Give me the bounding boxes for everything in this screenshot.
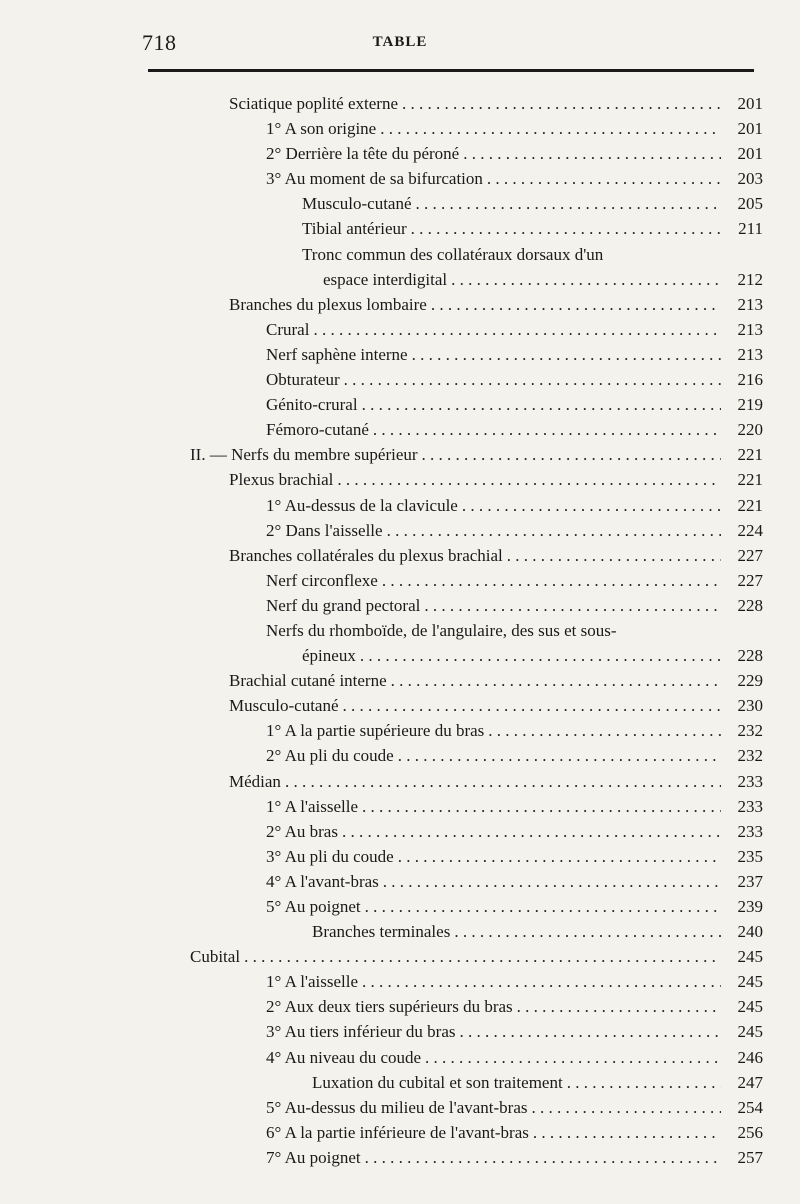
toc-entry — [0, 969, 800, 994]
toc-entry-page: 221 — [737, 470, 763, 490]
toc-entry-page: 237 — [737, 871, 763, 891]
dot-leader — [487, 166, 721, 191]
toc-entry — [0, 267, 800, 292]
toc-entry — [0, 944, 800, 969]
toc-entry-title: Nerf circonflexe — [266, 570, 378, 590]
toc-entry — [0, 794, 800, 819]
dot-leader — [402, 91, 721, 116]
toc-entry — [0, 1070, 800, 1095]
dot-leader — [517, 994, 721, 1019]
toc-entry-title: 5° Au poignet — [266, 897, 361, 916]
toc-entry — [0, 1145, 800, 1170]
dot-leader — [344, 367, 721, 392]
dot-leader — [398, 844, 721, 869]
toc-entry-title: 3° Au moment de sa bifurcation — [266, 169, 483, 189]
toc-entry-title: 6° A la partie inférieure de l'avant-bras — [266, 1122, 529, 1142]
toc-entry — [0, 894, 800, 919]
toc-entry-page: 211 — [738, 219, 763, 239]
toc-entry-title: Branches du plexus lombaire — [229, 294, 427, 314]
toc-entry-title: 2° Dans l'aisselle — [266, 520, 383, 540]
toc-entry-title: 3° Au pli du coude — [266, 846, 394, 866]
toc-entry-title: Nerf saphène interne — [266, 344, 408, 364]
dot-leader — [342, 819, 721, 844]
dot-leader — [362, 794, 721, 819]
toc-entry — [0, 493, 800, 518]
toc-entry-page: 221 — [737, 445, 763, 465]
toc-entry-page: 201 — [737, 94, 763, 113]
toc-entry — [0, 392, 800, 417]
toc-entry — [0, 518, 800, 543]
toc-entry-title: 4° Au niveau du coude — [266, 1047, 422, 1067]
toc-entry-page: 220 — [737, 420, 763, 440]
toc-entry-page: 257 — [737, 1147, 763, 1167]
dot-leader — [373, 417, 721, 442]
toc-entry — [0, 166, 800, 191]
header-rule — [148, 69, 754, 72]
dot-leader — [424, 593, 721, 618]
toc-entry — [0, 568, 800, 593]
toc-entry-title: Tronc commun des collatéraux dorsaux d'un — [302, 244, 604, 264]
toc-entry-title: Branches collatérales du plexus brachial — [229, 545, 503, 565]
toc-entry-page: 247 — [737, 1072, 763, 1092]
toc-entry-title: 1° A l'aisselle — [266, 972, 359, 992]
toc-entry-title: 2° Aux deux tiers supérieurs du bras — [266, 997, 513, 1017]
toc-entry-title: Sciatique poplité externe — [229, 94, 398, 113]
toc-entry-page: 227 — [737, 545, 763, 565]
dot-leader — [463, 141, 721, 166]
toc-entry-page: 229 — [737, 671, 763, 691]
toc-entry-title: 3° Au tiers inférieur du bras — [266, 1022, 456, 1042]
toc-entry-title: Tibial antérieur — [302, 219, 407, 239]
toc-entry-page: 221 — [737, 495, 763, 515]
toc-entry — [0, 844, 800, 869]
dot-leader — [365, 1145, 721, 1170]
toc-entry — [0, 693, 800, 718]
toc-entry-page: 233 — [737, 796, 763, 816]
toc-entry-page: 216 — [737, 370, 763, 390]
dot-leader — [391, 668, 721, 693]
toc-entry — [0, 994, 800, 1019]
toc-entry-title: Musculo-cutané — [229, 696, 339, 716]
dot-leader — [431, 292, 721, 317]
toc-entry-page: 228 — [737, 595, 763, 615]
toc-entry-page: 230 — [737, 696, 763, 716]
toc-entry — [0, 869, 800, 894]
dot-leader — [416, 191, 721, 216]
dot-leader — [533, 1120, 721, 1145]
toc-entry — [0, 342, 800, 367]
dot-leader — [460, 1019, 722, 1044]
toc-entry — [0, 191, 800, 216]
toc-entry-page: 239 — [737, 897, 763, 916]
toc-entry-page: 245 — [737, 972, 763, 992]
toc-entry-title: 7° Au poignet — [266, 1147, 361, 1167]
toc-entry-page: 233 — [737, 771, 763, 791]
toc-entry-page: 205 — [737, 194, 763, 214]
dot-leader — [285, 769, 721, 794]
dot-leader — [360, 643, 721, 668]
toc-entry-title: Brachial cutané interne — [229, 671, 387, 691]
toc-entry — [0, 116, 800, 141]
dot-leader — [343, 693, 721, 718]
toc-entry — [0, 467, 800, 492]
toc-entry-page: 232 — [737, 746, 763, 766]
toc-entry-title: espace interdigital — [323, 269, 448, 289]
toc-entry-page: 219 — [737, 395, 763, 415]
toc-entry — [0, 668, 800, 693]
toc-entry-page: 227 — [737, 570, 763, 590]
dot-leader — [425, 1045, 721, 1070]
toc-entry — [0, 743, 800, 768]
toc-entry — [0, 1095, 800, 1120]
toc-entry — [0, 1019, 800, 1044]
toc-entry-title: 1° A son origine — [266, 119, 377, 139]
toc-entry — [0, 417, 800, 442]
toc-entry-title: Génito-crural — [266, 395, 358, 415]
toc-entry-title: 2° Derrière la tête du péroné — [266, 144, 460, 164]
table-of-contents — [0, 91, 800, 1170]
toc-entry-page: 246 — [737, 1047, 763, 1067]
dot-leader — [383, 869, 721, 894]
toc-entry — [0, 819, 800, 844]
dot-leader — [462, 493, 721, 518]
dot-leader — [362, 969, 721, 994]
toc-entry-title: Crural — [266, 319, 310, 339]
toc-entry-title: Médian — [229, 771, 281, 791]
toc-entry-title: Nerfs du rhomboïde, de l'angulaire, des sus et sous- — [266, 620, 617, 640]
toc-entry — [0, 91, 800, 116]
toc-entry-title: 2° Au bras — [266, 821, 338, 841]
dot-leader — [411, 216, 721, 241]
toc-entry-title: 5° Au-dessus du milieu de l'avant-bras — [266, 1097, 528, 1117]
toc-entry-title: Musculo-cutané — [302, 194, 412, 214]
toc-entry-title: Plexus brachial — [229, 470, 334, 490]
toc-entry — [0, 543, 800, 568]
dot-leader — [365, 894, 721, 919]
toc-entry-title: Branches terminales — [312, 922, 451, 942]
toc-entry-page: 203 — [737, 169, 763, 189]
toc-entry-page: 228 — [737, 646, 763, 666]
dot-leader — [422, 442, 721, 467]
toc-entry-page: 212 — [737, 269, 763, 289]
toc-entry-page: 245 — [737, 1022, 763, 1042]
toc-entry — [0, 216, 800, 241]
toc-entry — [0, 317, 800, 342]
toc-entry — [0, 141, 800, 166]
dot-leader — [244, 944, 721, 969]
toc-entry-title: 2° Au pli du coude — [266, 746, 394, 766]
toc-entry-title: 1° Au-dessus de la clavicule — [266, 495, 458, 515]
toc-entry — [0, 593, 800, 618]
dot-leader — [398, 743, 721, 768]
toc-entry-page: 213 — [737, 344, 763, 364]
dot-leader — [380, 116, 721, 141]
toc-entry-page: 201 — [737, 119, 763, 139]
toc-entry-page: 224 — [737, 520, 763, 540]
toc-entry-title: Nerf du grand pectoral — [266, 595, 421, 615]
dot-leader — [382, 568, 721, 593]
toc-entry — [0, 242, 800, 267]
toc-entry-title: 1° A la partie supérieure du bras — [266, 721, 485, 741]
toc-entry-page: 254 — [737, 1097, 763, 1117]
dot-leader — [387, 518, 721, 543]
toc-entry-title: épineux — [302, 646, 356, 666]
page-number: 718 — [142, 30, 177, 55]
toc-entry — [0, 919, 800, 944]
toc-entry — [0, 442, 800, 467]
dot-leader — [567, 1070, 721, 1095]
toc-entry — [0, 769, 800, 794]
toc-entry-title: II. — Nerfs du membre supérieur — [190, 445, 418, 465]
dot-leader — [362, 392, 721, 417]
toc-entry-page: 235 — [737, 846, 763, 866]
toc-entry-title: 1° A l'aisselle — [266, 796, 359, 816]
toc-entry-page: 240 — [737, 922, 763, 942]
dot-leader — [313, 317, 721, 342]
toc-entry — [0, 1120, 800, 1145]
toc-entry-page: 233 — [737, 821, 763, 841]
page-header — [0, 0, 800, 70]
dot-leader — [507, 543, 721, 568]
dot-leader — [337, 467, 721, 492]
dot-leader — [451, 267, 721, 292]
toc-entry-page: 213 — [737, 319, 763, 339]
dot-leader — [488, 718, 721, 743]
dot-leader — [532, 1095, 721, 1120]
toc-entry-title: Luxation du cubital et son traitement — [312, 1072, 563, 1092]
toc-entry-page: 232 — [737, 721, 763, 741]
dot-leader — [412, 342, 721, 367]
toc-entry-page: 256 — [737, 1122, 763, 1142]
toc-entry-page: 245 — [737, 947, 763, 967]
toc-entry — [0, 718, 800, 743]
toc-entry — [0, 367, 800, 392]
toc-entry — [0, 292, 800, 317]
toc-entry-page: 213 — [737, 294, 763, 314]
toc-entry — [0, 643, 800, 668]
dot-leader — [454, 919, 721, 944]
running-head: TABLE — [372, 34, 428, 50]
toc-entry-title: Cubital — [190, 947, 241, 967]
toc-entry-title: Fémoro-cutané — [266, 420, 369, 440]
toc-entry-page: 201 — [737, 144, 763, 164]
toc-entry-title: Obturateur — [266, 370, 340, 390]
toc-entry — [0, 1045, 800, 1070]
toc-entry-page: 245 — [737, 997, 763, 1017]
toc-entry — [0, 618, 800, 643]
toc-entry-title: 4° A l'avant-bras — [266, 871, 379, 891]
